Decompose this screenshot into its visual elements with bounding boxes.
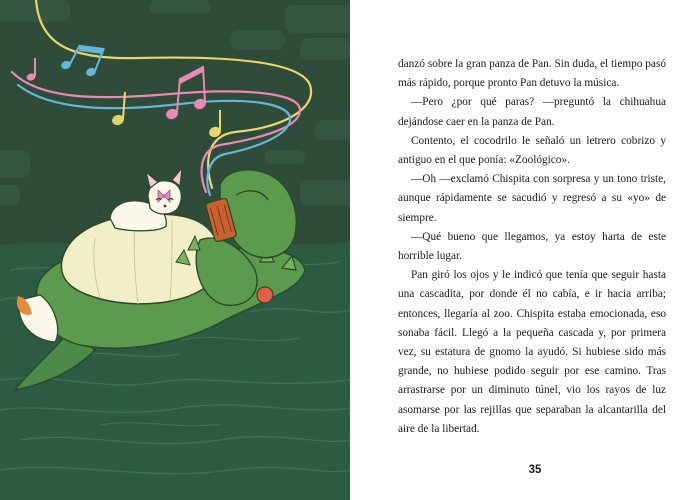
paragraph: —Oh —exclamó Chispita con sorpresa y un tono triste, aunque rápidamente se sacudió y regresó a su «yo» de siempre. — [398, 173, 666, 224]
paragraph: Pan giró los ojos y le indicó que tenía que seguir hasta una cascadita, por donde él no cabía, e ir hacia arriba; entonces, llegaría al zoo. Chispita estaba emocionada, eso sonaba fácil. Llegó a la pequeña cascada y, por primera vez, su estatura de gnomo la ayudó. Si hubiese sido más grande, no hubiese podido seguir por ese camino. Tras arrastrarse por un diminuto túnel, vio los rayos de luz asomarse por las rejillas que separaban la alcantarilla del aire de la libertad. — [398, 269, 666, 435]
paragraph: —Pero ¿por qué paras? —preguntó la chihuahua dejándose caer en la panza de Pan. — [398, 96, 666, 128]
crocodile-cheek — [257, 287, 273, 303]
body-text — [398, 55, 666, 439]
paragraph: —Qué bueno que llegamos, ya estoy harta de este horrible lugar. — [398, 230, 666, 263]
page-number: 35 — [528, 464, 542, 476]
paragraph: Contento, el cocodrilo le señaló un letrero cobrizo y antiguo en el que ponía: «Zoológico». — [398, 134, 666, 167]
paragraph: danzó sobre la gran panza de Pan. Sin duda, el tiempo pasó más rápido, porque pronto Pan detuvo la música. — [398, 58, 666, 90]
